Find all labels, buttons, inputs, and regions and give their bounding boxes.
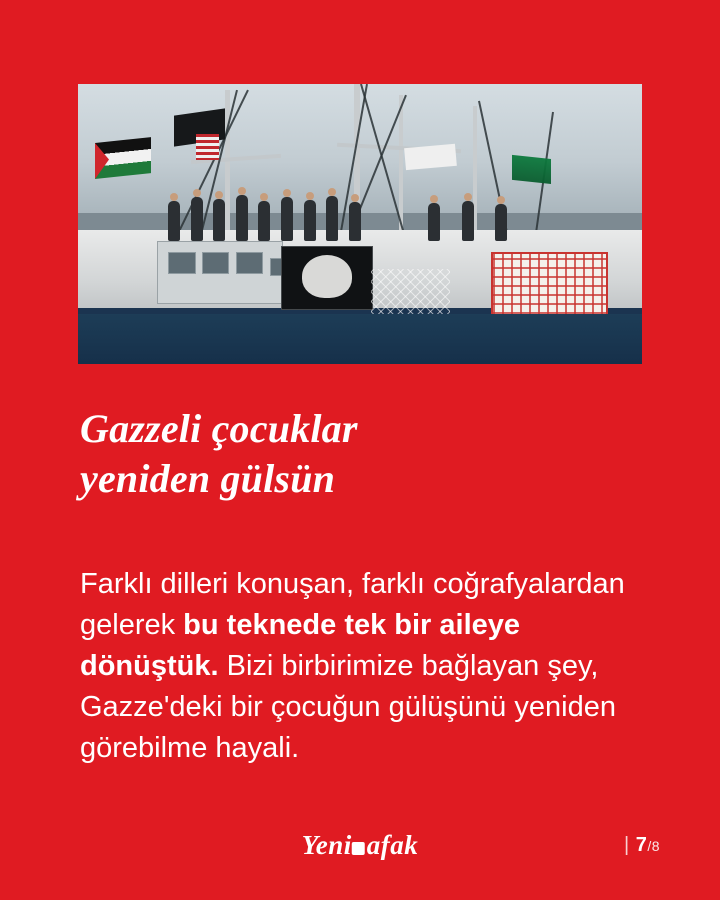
window <box>202 252 229 274</box>
page-current: 7 <box>635 834 648 856</box>
page-total: /8 <box>647 838 660 854</box>
brand-name-second: afak <box>366 830 419 860</box>
water <box>78 314 642 364</box>
green-flag <box>512 155 551 184</box>
hero-photo <box>78 84 642 364</box>
body-part-2: Bizi birbirimize bağlayan şey, Gazze'deki bir çocuğun gülüşünü yeniden görebilme hayali. <box>80 650 616 764</box>
person <box>236 195 248 241</box>
striped-flag <box>196 134 219 159</box>
brand-name-first: Yeni <box>301 830 352 860</box>
person <box>168 201 180 241</box>
headline-line-1: Gazzeli çocuklar <box>80 406 358 451</box>
photo-illustration <box>78 84 642 364</box>
page-separator: | <box>623 834 630 856</box>
window <box>168 252 195 274</box>
person <box>326 196 338 241</box>
brand-mark-icon <box>352 842 365 855</box>
person <box>462 201 474 241</box>
body-text <box>80 564 646 769</box>
window <box>236 252 263 274</box>
palestinian-flag <box>95 137 151 179</box>
person <box>258 201 270 241</box>
brand-logo <box>302 830 419 861</box>
person <box>428 203 440 241</box>
body-part-1: Farklı dilleri konuşan, farklı coğrafyalardan gelerek <box>80 568 625 641</box>
page-title <box>80 404 650 504</box>
person <box>495 204 507 241</box>
portrait-banner <box>281 246 373 310</box>
footer <box>0 830 720 864</box>
person <box>281 197 293 241</box>
page-indicator <box>624 834 660 857</box>
person <box>304 200 316 241</box>
portrait-face <box>302 255 353 298</box>
person <box>191 197 203 241</box>
headline-line-2: yeniden gülsün <box>80 456 336 501</box>
person <box>349 202 361 241</box>
body-emphasis: bu teknede tek bir aileye dönüştük. <box>80 609 521 682</box>
person <box>213 199 225 241</box>
protest-sign <box>404 143 457 170</box>
